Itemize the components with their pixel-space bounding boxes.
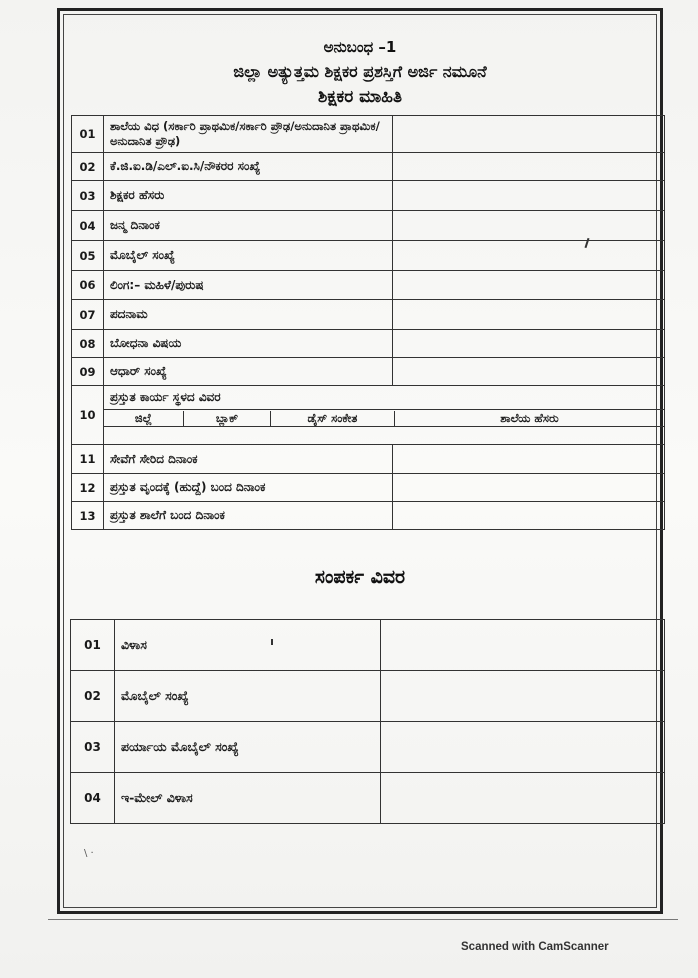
value-field[interactable] [393,211,665,241]
row-number: 02 [72,153,104,181]
row-label: ಪ್ರಸ್ತುತ ವೃಂದಕ್ಕೆ (ಹುದ್ದೆ) ಬಂದ ದಿನಾಂಕ [103,474,393,502]
email-field[interactable] [380,773,664,824]
row-label: ಬೋಧನಾ ವಿಷಯ [103,330,393,358]
alt-mobile-field[interactable] [380,722,664,773]
value-field[interactable] [393,116,665,153]
row-number: 07 [72,300,104,330]
row-label: ಪ್ರಸ್ತುತ ಕಾರ್ಯ ಸ್ಥಳದ ವಿವರ [103,386,664,410]
column-school-name: ಶಾಲೆಯ ಹೆಸರು [500,410,559,425]
scan-edge [48,919,678,920]
row-label: ಪದನಾಮ [103,300,393,330]
column-district: ಜಿಲ್ಲೆ [104,411,184,426]
row-number: 13 [72,502,104,530]
row-label: ಇ-ಮೇಲ್ ವಿಳಾಸ [114,773,380,824]
page-mark: \ · [84,848,94,859]
row-number: 10 [72,386,104,445]
table-row [72,386,665,410]
table-row [72,116,665,153]
table-row [72,445,665,474]
form-subtitle: ಶಿಕ್ಷಕರ ಮಾಹಿತಿ [318,87,402,107]
form-title: ಜಿಲ್ಲಾ ಅತ್ಯುತ್ತಮ ಶಿಕ್ಷಕರ ಪ್ರಶಸ್ತಿಗೆ ಅರ್ಜಿ ನಮೂನೆ [233,62,487,81]
table-row [72,474,665,502]
table-row [72,300,665,330]
value-field[interactable] [393,241,665,271]
row-number: 02 [71,671,115,722]
contact-info-table [70,619,665,824]
table-row [72,153,665,181]
row-number: 04 [71,773,115,824]
column-dise-code: ಡೈಸ್ ಸಂಕೇತ [271,411,395,426]
table-row [72,330,665,358]
row-number: 01 [72,116,104,153]
value-field[interactable] [393,271,665,300]
value-field[interactable] [393,181,665,211]
row-label: ಪ್ರಸ್ತುತ ಶಾಲೆಗೆ ಬಂದ ದಿನಾಂಕ [103,502,393,530]
workplace-values-row [72,427,665,445]
workplace-columns-row [72,410,665,427]
table-row [72,358,665,386]
row-label: ಮೊಬೈಲ್ ಸಂಖ್ಯೆ [103,241,393,271]
table-row [71,773,665,824]
row-label: ಸೇವೆಗೆ ಸೇರಿದ ದಿನಾಂಕ [103,445,393,474]
row-label: ಪರ್ಯಾಯ ಮೊಬೈಲ್ ಸಂಖ್ಯೆ [114,722,380,773]
teacher-info-table [71,115,665,530]
row-label: ಆಧಾರ್ ಸಂಖ್ಯೆ [103,358,393,386]
row-number: 12 [72,474,104,502]
value-field[interactable] [393,358,665,386]
row-number: 08 [72,330,104,358]
row-number: 04 [72,211,104,241]
table-row [72,271,665,300]
row-label: ಶಿಕ್ಷಕರ ಹೆಸರು [103,181,393,211]
value-field[interactable] [393,330,665,358]
table-row [72,181,665,211]
contact-section-title: ಸಂಪರ್ಕ ವಿವರ [314,566,406,588]
table-row [71,671,665,722]
value-field[interactable] [393,445,665,474]
mobile-field[interactable] [380,671,664,722]
row-number: 06 [72,271,104,300]
row-label: ಮೊಬೈಲ್ ಸಂಖ್ಯೆ [114,671,380,722]
row-label: ಶಾಲೆಯ ವಿಧ (ಸರ್ಕಾರಿ ಪ್ರಾಥಮಿಕ/ಸರ್ಕಾರಿ ಪ್ರೌಢ/ಅನುದಾನಿತ ಪ್ರಾಥಮಿಕ/ಅನುದಾನಿತ ಪ್ರೌಢ) [103,116,393,153]
address-field[interactable] [380,620,664,671]
row-label: ಜನ್ಮ ದಿನಾಂಕ [103,211,393,241]
row-number: 11 [72,445,104,474]
table-row [71,620,665,671]
table-row [72,502,665,530]
row-number: 09 [72,358,104,386]
row-number: 03 [72,181,104,211]
table-row [72,211,665,241]
row-number: 05 [72,241,104,271]
row-label: ವಿಳಾಸ [114,620,380,671]
scanner-watermark: Scanned with CamScanner [461,941,609,953]
value-field[interactable] [393,153,665,181]
row-number: 03 [71,722,115,773]
row-label: ಕೆ.ಜಿ.ಐ.ಡಿ/ಎಲ್.ಐ.ಸಿ/ನೌಕರರ ಸಂಖ್ಯೆ [103,153,393,181]
column-block: ಬ್ಲಾಕ್ [184,411,271,426]
table-row [71,722,665,773]
pen-mark [271,639,273,645]
annex-heading: ಅನುಬಂಧ –1 [323,38,397,56]
table-row [72,241,665,271]
row-label: ಲಿಂಗ:– ಮಹಿಳೆ/ಪುರುಷ [103,271,393,300]
value-field[interactable] [393,474,665,502]
value-field[interactable] [393,300,665,330]
value-field[interactable] [393,502,665,530]
row-number: 01 [71,620,115,671]
